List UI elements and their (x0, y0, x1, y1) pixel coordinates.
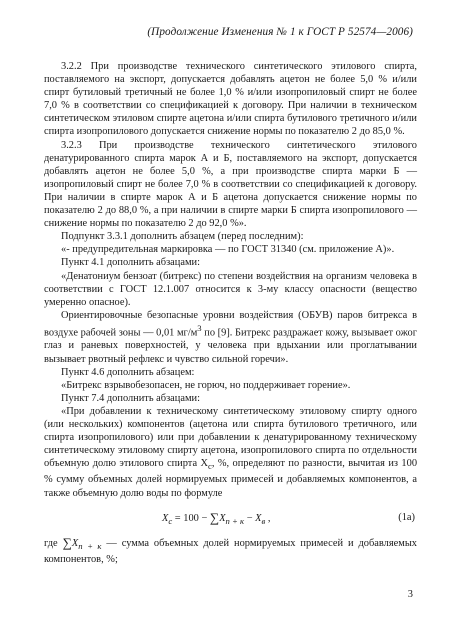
running-header: (Продолжение Изменения № 1 к ГОСТ Р 52574—2006) (147, 26, 413, 38)
formula-1a (44, 504, 417, 534)
paragraph-3-2-2: 3.2.2 При производстве технического синтетического этилового спирта, поставляемого на экспорт, допускается добавлять ацетон не более 5,0 % и/или спирт бутиловый третичный не более 1,0 % и/или изопропиловый спирт не более 7,0 % в соответствии со спецификацией к договору. При наличии в техническом синтетическом этиловом спирте ацетона и/или спирта бутилового третичного и/или спирта изопропилового допускается снижение нормы по показателю 2 до 85,0 %. (44, 61, 417, 138)
calc-text-start: «При добавлении к техническому синтетическому этиловому спирту одного (или нескольких) компонентов (ацетона или спирта бутилового третичного, или спирта изопропилового) или при добавлении к денатурированному техническому синтетическому этиловому спирту ацетона, изопропилового спирта по отдельности объемную долю этилового спирта X (44, 405, 417, 470)
calc-text-end: , %, определяют по разности, вычитая из 100 % сумму объемных долей нормируемых примесей и добавляемых компонентов, а также объемную долю воды по формуле (44, 458, 418, 499)
formula-mid: = 100 − (172, 512, 210, 524)
document-body (44, 60, 417, 566)
paragraph-subclause-3-3-1: Подпункт 3.3.1 дополнить абзацем (перед последним): (61, 231, 304, 243)
where-variable: X (71, 537, 79, 549)
formula-water: X (255, 512, 262, 524)
page-number: 3 (407, 589, 413, 600)
formula-minus: − (244, 512, 256, 524)
paragraph-calculation (44, 405, 417, 500)
where-definition: — сумма объемных долей нормируемых примесей и добавляемых компонентов, %; (44, 537, 417, 565)
paragraph-3-2-3: 3.2.3 При производстве технического синтетического этилового денатурированного спирта марок А и Б, поставляемого на экспорт, допускается добавлять ацетон не более 5,0 %, а при производстве спирта марки Б — изопропиловый спирт не более 7,0 % в соответствии со спецификацией к договору. При наличии в спирте марок А и Б ацетона допускается снижение нормы по показателю 2 до 88,0 %, а при наличии в спирте марки Б спирта изопропилового — снижение нормы по показателю 2 до 92,0 %». (44, 139, 417, 230)
paragraph-clause-4-6: Пункт 4.6 дополнить абзацем: (61, 366, 195, 378)
formula-water-sub: в (261, 515, 266, 526)
formula-tail: , (265, 512, 271, 524)
obuv-text-start: Ориентировочные безопасные уровни воздействия (ОБУВ) паров битрекса в воздухе рабочей зоны — 0,01 мг/м (44, 309, 417, 339)
paragraph-clause-4-1: Пункт 4.1 дополнить абзацами: (61, 257, 200, 269)
where-variable-sub: п + к (78, 540, 102, 551)
paragraph-clause-7-4: Пункт 7.4 дополнить абзацами: (61, 392, 200, 404)
formula-lhs-sub: с (168, 515, 173, 526)
formula-where-clause (44, 536, 417, 566)
paragraph-obuv (44, 309, 417, 366)
paragraph-bitrex-hazard: «Денатониум бензоат (битрекс) по степени воздействия на организм человека в соответствии с ГОСТ 12.1.007 относится к 3-му классу опасности (вещество умеренно опасное). (44, 270, 417, 308)
formula-expression (162, 511, 270, 528)
formula-lhs: X (162, 512, 169, 524)
paragraph-explosion-safety: «Битрекс взрывобезопасен, не горюч, но поддерживает горение». (61, 379, 351, 391)
where-prefix: где (44, 537, 63, 549)
paragraph-warning-marking: «- предупредительная маркировка — по ГОСТ 31340 (см. приложение А)». (61, 244, 395, 256)
sum-symbol: ∑ (209, 509, 220, 525)
unit-superscript: 3 (197, 322, 202, 333)
variable-subscript: c (208, 461, 212, 472)
where-sum-symbol: ∑ (62, 534, 72, 550)
formula-number: (1а) (398, 511, 415, 523)
obuv-text-end: по [9]. Битрекс раздражает кожу, вызывает ожог глаз и раневых поверхностей, у человека при вдыхании или проглатывании вызывает рвотный рефлекс и чувство сильной горечи». (44, 327, 417, 365)
formula-term: X (219, 512, 226, 524)
formula-term-sub: п + к (225, 515, 245, 526)
